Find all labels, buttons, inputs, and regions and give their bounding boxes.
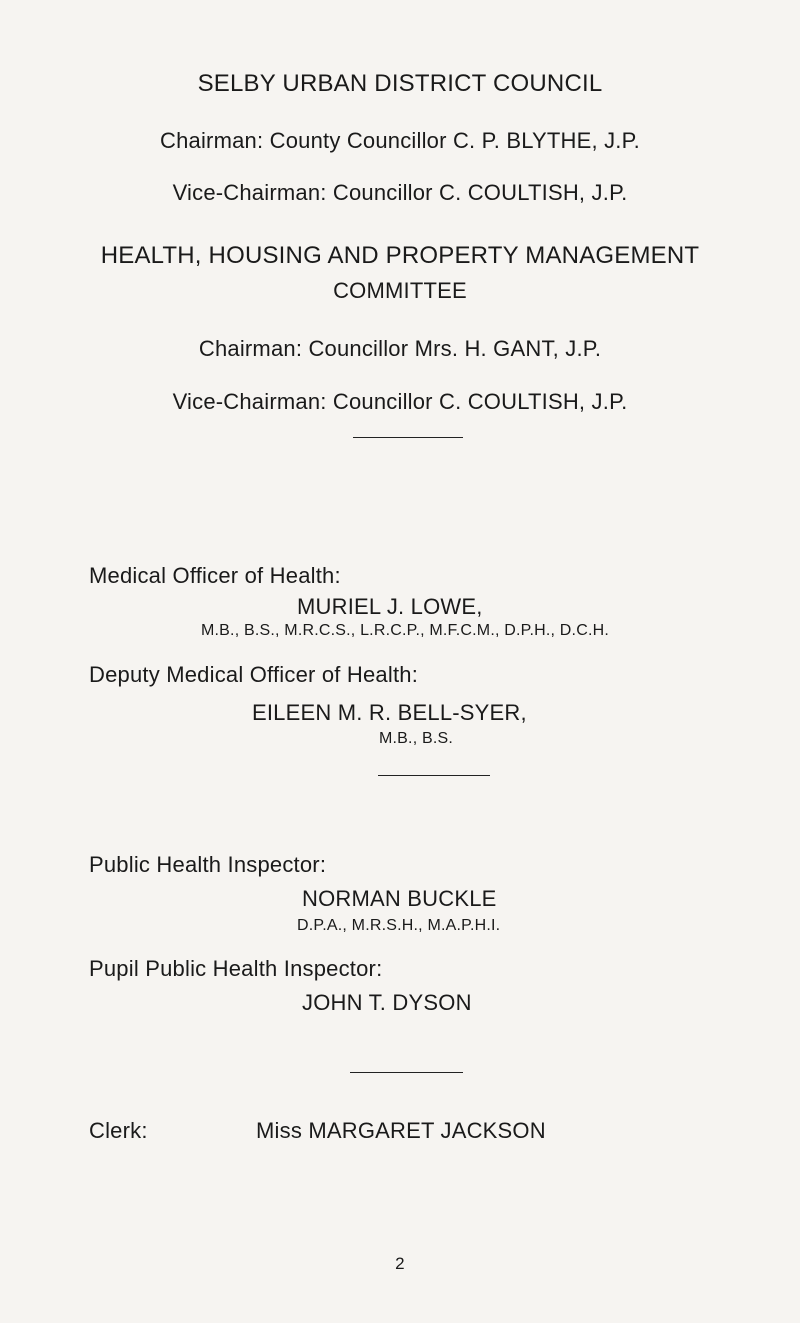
pupil-phi-name: JOHN T. DYSON: [302, 990, 472, 1015]
phi-role: Public Health Inspector:: [89, 852, 327, 877]
pupil-phi-role: Pupil Public Health Inspector:: [89, 956, 383, 981]
deputy-moh-qualifications: M.B., B.S.: [379, 730, 454, 747]
deputy-moh-name: EILEEN M. R. BELL-SYER,: [252, 700, 527, 725]
committee-vice-chairman: Vice-Chairman: Councillor C. COULTISH, J.P.: [172, 389, 628, 414]
committee-title-line1: HEALTH, HOUSING AND PROPERTY MANAGEMENT: [100, 242, 700, 269]
clerk-name: Miss MARGARET JACKSON: [256, 1118, 546, 1143]
page-number: 2: [395, 1254, 405, 1273]
divider-rule: [378, 775, 490, 776]
clerk-role: Clerk:: [89, 1118, 148, 1143]
council-title: SELBY URBAN DISTRICT COUNCIL: [197, 70, 603, 97]
committee-chairman: Chairman: Councillor Mrs. H. GANT, J.P.: [198, 336, 602, 361]
council-chairman: Chairman: County Councillor C. P. BLYTHE, J.P.: [160, 128, 640, 153]
divider-rule: [353, 437, 463, 438]
moh-name: MURIEL J. LOWE,: [297, 594, 483, 619]
divider-rule: [350, 1072, 463, 1073]
phi-qualifications: D.P.A., M.R.S.H., M.A.P.H.I.: [297, 917, 501, 934]
phi-name: NORMAN BUCKLE: [302, 886, 497, 911]
council-vice-chairman: Vice-Chairman: Councillor C. COULTISH, J.P.: [172, 180, 628, 205]
committee-title-line2: COMMITTEE: [333, 278, 467, 303]
moh-qualifications: M.B., B.S., M.R.C.S., L.R.C.P., M.F.C.M., D.P.H., D.C.H.: [201, 622, 610, 639]
deputy-moh-role: Deputy Medical Officer of Health:: [89, 662, 419, 687]
moh-role: Medical Officer of Health:: [89, 563, 341, 588]
